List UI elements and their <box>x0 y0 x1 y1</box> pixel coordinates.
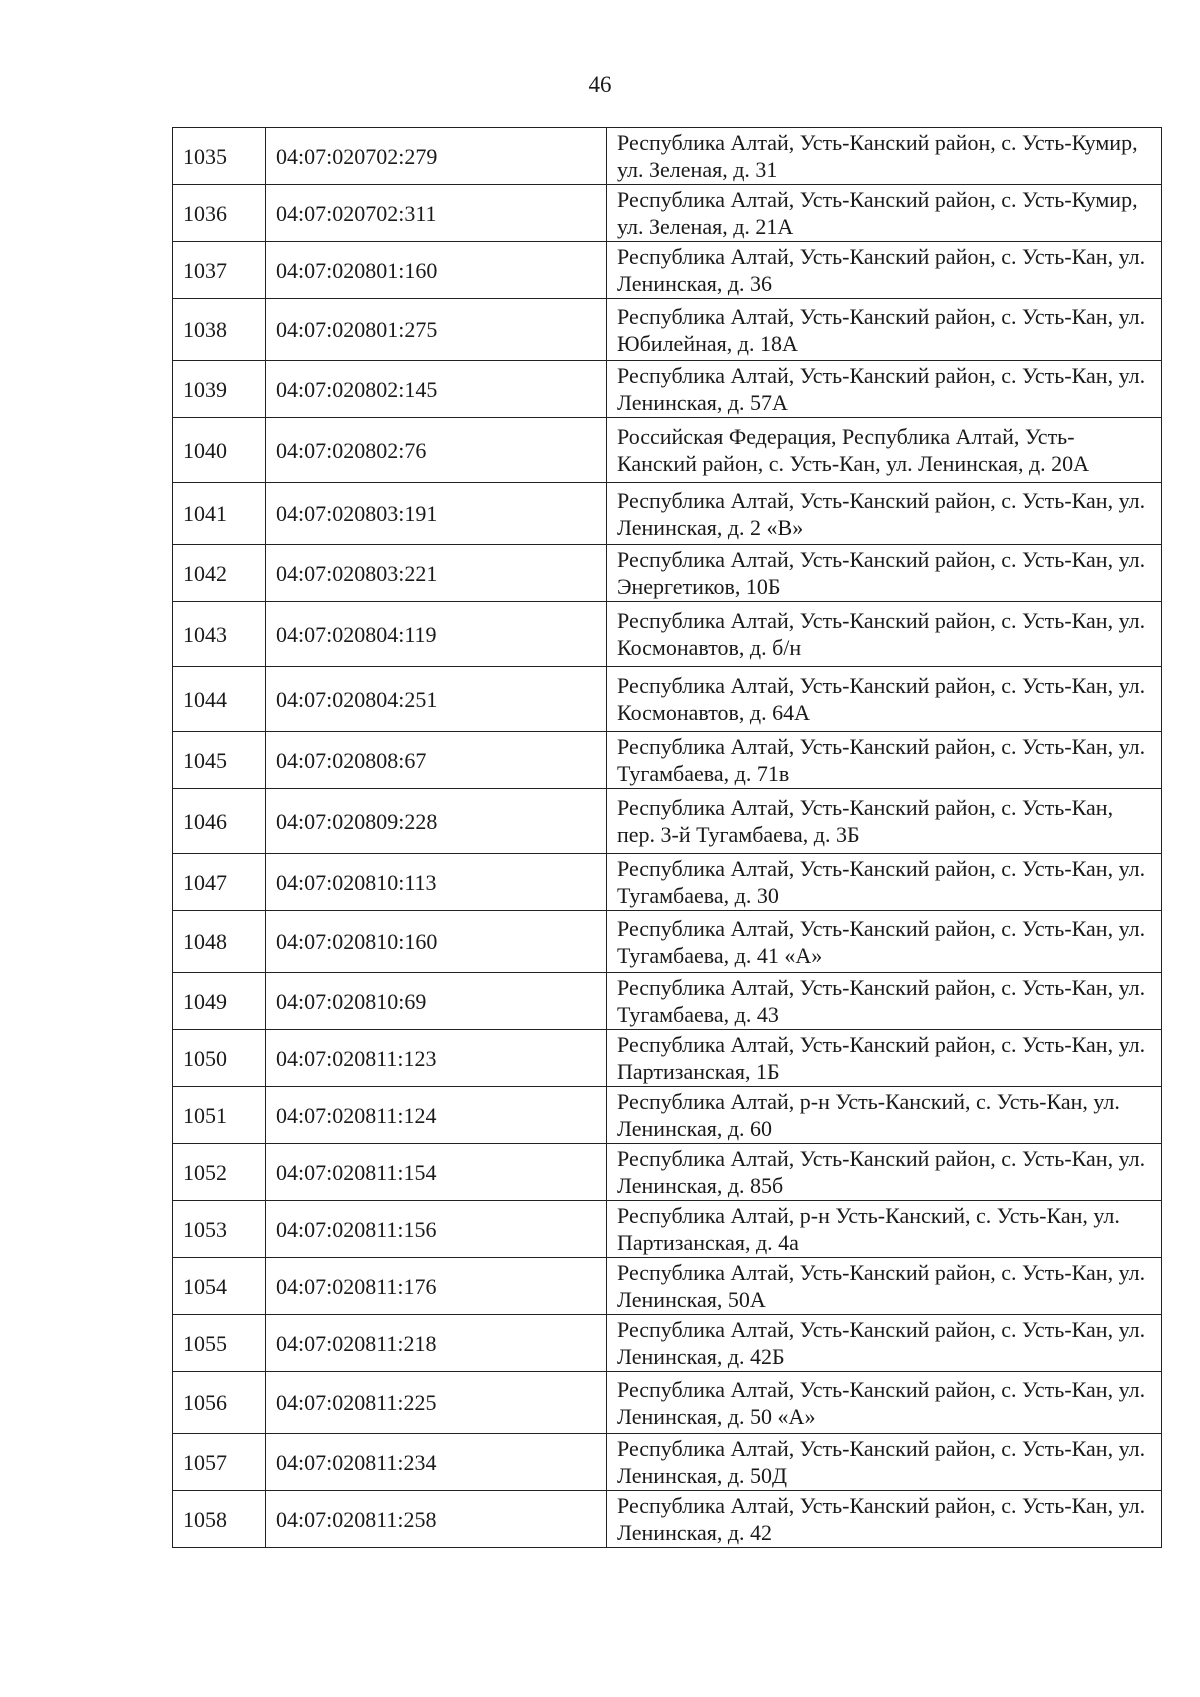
table-row <box>173 667 1162 732</box>
table-row <box>173 732 1162 789</box>
table-row <box>173 1491 1162 1548</box>
row-number-cell: 1056 <box>173 1372 266 1434</box>
row-number-cell: 1058 <box>173 1491 266 1548</box>
table-row <box>173 185 1162 242</box>
row-number-cell: 1042 <box>173 545 266 602</box>
table-row <box>173 854 1162 911</box>
table-row <box>173 545 1162 602</box>
table-row <box>173 1030 1162 1087</box>
address-cell: Республика Алтай, Усть-Канский район, с. Усть-Кан, ул. Тугамбаева, д. 41 «А» <box>607 911 1162 973</box>
address-cell: Республика Алтай, Усть-Канский район, с. Усть-Кан, ул. Ленинская, д. 36 <box>607 242 1162 299</box>
address-cell: Республика Алтай, Усть-Канский район, с. Усть-Кан, ул. Космонавтов, д. б/н <box>607 602 1162 667</box>
table-row <box>173 1434 1162 1491</box>
cadastral-number-cell: 04:07:020808:67 <box>266 732 607 789</box>
row-number-cell: 1049 <box>173 973 266 1030</box>
cadastral-number-cell: 04:07:020803:191 <box>266 483 607 545</box>
row-number-cell: 1035 <box>173 128 266 185</box>
row-number-cell: 1052 <box>173 1144 266 1201</box>
cadastral-number-cell: 04:07:020804:119 <box>266 602 607 667</box>
page-number: 46 <box>588 72 612 97</box>
table-row <box>173 483 1162 545</box>
cadastral-number-cell: 04:07:020811:176 <box>266 1258 607 1315</box>
row-number-cell: 1043 <box>173 602 266 667</box>
cadastral-number-cell: 04:07:020801:275 <box>266 299 607 361</box>
address-cell: Республика Алтай, р-н Усть-Канский, с. Усть-Кан, ул. Ленинская, д. 60 <box>607 1087 1162 1144</box>
address-cell: Республика Алтай, р-н Усть-Канский, с. Усть-Кан, ул. Партизанская, д. 4а <box>607 1201 1162 1258</box>
cadastral-number-cell: 04:07:020801:160 <box>266 242 607 299</box>
cadastral-number-cell: 04:07:020811:123 <box>266 1030 607 1087</box>
address-cell: Республика Алтай, Усть-Канский район, с. Усть-Кан, ул. Тугамбаева, д. 30 <box>607 854 1162 911</box>
table-row <box>173 911 1162 973</box>
property-table <box>172 127 1162 1548</box>
cadastral-number-cell: 04:07:020811:258 <box>266 1491 607 1548</box>
row-number-cell: 1055 <box>173 1315 266 1372</box>
table-row <box>173 1201 1162 1258</box>
row-number-cell: 1041 <box>173 483 266 545</box>
cadastral-number-cell: 04:07:020802:76 <box>266 418 607 483</box>
cadastral-number-cell: 04:07:020811:218 <box>266 1315 607 1372</box>
table-row <box>173 1315 1162 1372</box>
address-cell: Республика Алтай, Усть-Канский район, с. Усть-Кан, ул. Тугамбаева, д. 71в <box>607 732 1162 789</box>
table-row <box>173 418 1162 483</box>
cadastral-number-cell: 04:07:020803:221 <box>266 545 607 602</box>
table-row <box>173 361 1162 418</box>
row-number-cell: 1051 <box>173 1087 266 1144</box>
row-number-cell: 1046 <box>173 789 266 854</box>
row-number-cell: 1040 <box>173 418 266 483</box>
row-number-cell: 1036 <box>173 185 266 242</box>
row-number-cell: 1053 <box>173 1201 266 1258</box>
address-cell: Республика Алтай, Усть-Канский район, с. Усть-Кан, ул. Ленинская, д. 50 «А» <box>607 1372 1162 1434</box>
address-cell: Республика Алтай, Усть-Канский район, с. Усть-Кан, ул. Ленинская, 50А <box>607 1258 1162 1315</box>
row-number-cell: 1037 <box>173 242 266 299</box>
address-cell: Республика Алтай, Усть-Канский район, с. Усть-Кан, ул. Ленинская, д. 50Д <box>607 1434 1162 1491</box>
address-cell: Республика Алтай, Усть-Канский район, с. Усть-Кан, ул. Ленинская, д. 42 <box>607 1491 1162 1548</box>
address-cell: Республика Алтай, Усть-Канский район, с. Усть-Кан, ул. Космонавтов, д. 64А <box>607 667 1162 732</box>
row-number-cell: 1045 <box>173 732 266 789</box>
address-cell: Российская Федерация, Республика Алтай, Усть-Канский район, с. Усть-Кан, ул. Ленинская, д. 20А <box>607 418 1162 483</box>
cadastral-number-cell: 04:07:020802:145 <box>266 361 607 418</box>
cadastral-number-cell: 04:07:020809:228 <box>266 789 607 854</box>
row-number-cell: 1054 <box>173 1258 266 1315</box>
row-number-cell: 1050 <box>173 1030 266 1087</box>
table-row <box>173 1372 1162 1434</box>
address-cell: Республика Алтай, Усть-Канский район, с. Усть-Кан, ул. Энергетиков, 10Б <box>607 545 1162 602</box>
cadastral-number-cell: 04:07:020811:225 <box>266 1372 607 1434</box>
cadastral-number-cell: 04:07:020702:279 <box>266 128 607 185</box>
cadastral-number-cell: 04:07:020811:154 <box>266 1144 607 1201</box>
address-cell: Республика Алтай, Усть-Канский район, с. Усть-Кан, ул. Ленинская, д. 2 «В» <box>607 483 1162 545</box>
row-number-cell: 1047 <box>173 854 266 911</box>
row-number-cell: 1048 <box>173 911 266 973</box>
cadastral-number-cell: 04:07:020810:113 <box>266 854 607 911</box>
cadastral-number-cell: 04:07:020804:251 <box>266 667 607 732</box>
cadastral-number-cell: 04:07:020811:234 <box>266 1434 607 1491</box>
row-number-cell: 1039 <box>173 361 266 418</box>
table-row <box>173 1144 1162 1201</box>
table-row <box>173 789 1162 854</box>
address-cell: Республика Алтай, Усть-Канский район, с. Усть-Кумир, ул. Зеленая, д. 21А <box>607 185 1162 242</box>
cadastral-number-cell: 04:07:020702:311 <box>266 185 607 242</box>
cadastral-number-cell: 04:07:020811:156 <box>266 1201 607 1258</box>
address-cell: Республика Алтай, Усть-Канский район, с. Усть-Кан, ул. Ленинская, д. 42Б <box>607 1315 1162 1372</box>
row-number-cell: 1057 <box>173 1434 266 1491</box>
address-cell: Республика Алтай, Усть-Канский район, с. Усть-Кан, ул. Партизанская, 1Б <box>607 1030 1162 1087</box>
table-row <box>173 299 1162 361</box>
cadastral-number-cell: 04:07:020811:124 <box>266 1087 607 1144</box>
cadastral-number-cell: 04:07:020810:160 <box>266 911 607 973</box>
table-row <box>173 128 1162 185</box>
row-number-cell: 1038 <box>173 299 266 361</box>
table-row <box>173 1087 1162 1144</box>
row-number-cell: 1044 <box>173 667 266 732</box>
address-cell: Республика Алтай, Усть-Канский район, с. Усть-Кан, ул. Ленинская, д. 85б <box>607 1144 1162 1201</box>
table-row <box>173 973 1162 1030</box>
table-row <box>173 1258 1162 1315</box>
address-cell: Республика Алтай, Усть-Канский район, с. Усть-Кан, ул. Юбилейная, д. 18А <box>607 299 1162 361</box>
table-row <box>173 602 1162 667</box>
address-cell: Республика Алтай, Усть-Канский район, с. Усть-Кан, пер. 3-й Тугамбаева, д. 3Б <box>607 789 1162 854</box>
address-cell: Республика Алтай, Усть-Канский район, с. Усть-Кумир, ул. Зеленая, д. 31 <box>607 128 1162 185</box>
table-row <box>173 242 1162 299</box>
address-cell: Республика Алтай, Усть-Канский район, с. Усть-Кан, ул. Тугамбаева, д. 43 <box>607 973 1162 1030</box>
cadastral-number-cell: 04:07:020810:69 <box>266 973 607 1030</box>
address-cell: Республика Алтай, Усть-Канский район, с. Усть-Кан, ул. Ленинская, д. 57А <box>607 361 1162 418</box>
table-body <box>173 128 1162 1548</box>
